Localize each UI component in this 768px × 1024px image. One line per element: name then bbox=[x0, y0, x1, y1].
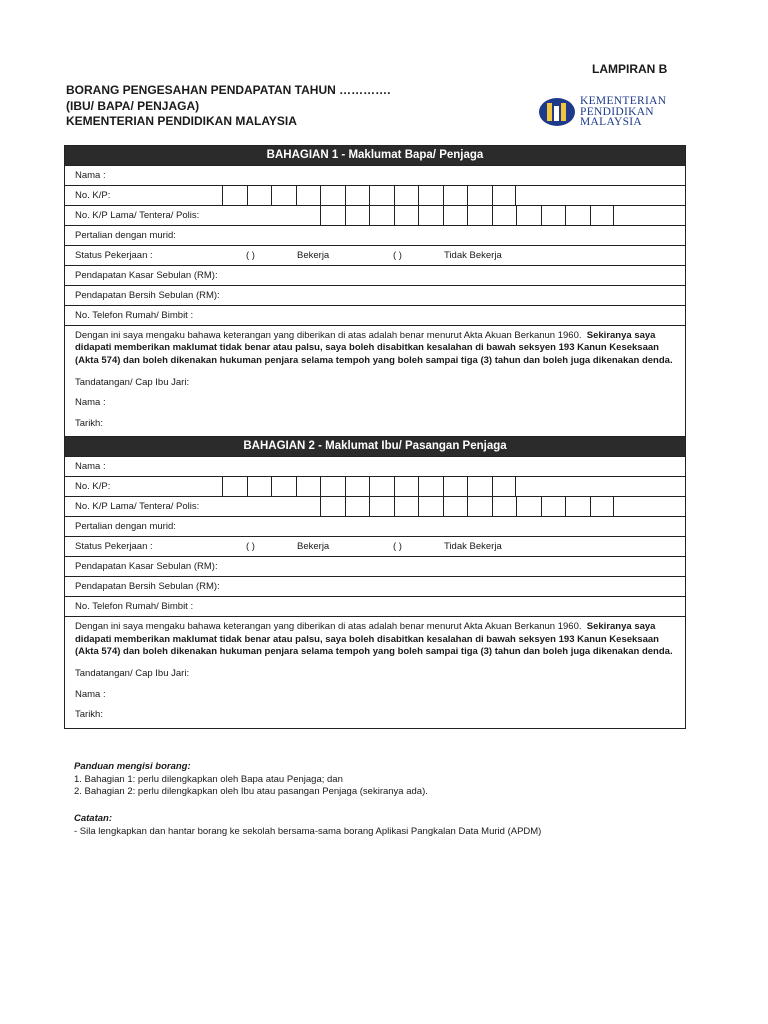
section2-header: BAHAGIAN 2 - Maklumat Ibu/ Pasangan Penjaga bbox=[65, 437, 685, 457]
s1-unemployed-checkbox[interactable]: ( ) bbox=[393, 250, 402, 261]
s1-date-label: Tarikh: bbox=[75, 417, 103, 429]
s2-name-field[interactable] bbox=[65, 457, 685, 477]
logo-line-3: MALAYSIA bbox=[580, 116, 643, 128]
s1-employed-label: Bekerja bbox=[297, 250, 330, 261]
s2-declaration bbox=[65, 617, 685, 727]
s1-declaration-bold: Sekiranya saya didapati memberikan maklumat tidak benar atau palsu, saya boleh disabitkan kesalahan di bawah seksyen 193 Kanun Keseksaan (Akta 574) dan boleh dikenakan hukuman penjara selama tempoh yang boleh sampai tiga (3) tahun dan boleh juga dikenakan denda. bbox=[75, 330, 673, 366]
notes-item-1: - Sila lengkapkan dan hantar borang ke sekolah bersama-sama borang Aplikasi Pangkalan Data Murid (APDM) bbox=[74, 825, 542, 837]
s1-gross-income-label: Pendapatan Kasar Sebulan (RM): bbox=[75, 270, 218, 281]
filling-guide bbox=[74, 761, 428, 799]
title-line-1: BORANG PENGESAHAN PENDAPATAN TAHUN …………. bbox=[66, 83, 391, 97]
s1-old-ic-boxes[interactable] bbox=[320, 206, 614, 225]
income-verification-form bbox=[64, 145, 686, 729]
notes bbox=[74, 813, 541, 838]
ministry-emblem-icon bbox=[539, 98, 575, 126]
guide-item-2: 2. Bahagian 2: perlu dilengkapkan oleh Ibu atau pasangan Penjaga (sekiranya ada). bbox=[74, 786, 428, 797]
s2-date-field[interactable] bbox=[75, 707, 677, 728]
s2-net-income-label: Pendapatan Bersih Sebulan (RM): bbox=[75, 581, 220, 593]
s1-relation-field[interactable] bbox=[65, 226, 685, 246]
s2-ic-field[interactable] bbox=[65, 477, 685, 497]
s2-relation-field[interactable] bbox=[65, 517, 685, 537]
s2-declaration-bold: Sekiranya saya didapati memberikan maklumat tidak benar atau palsu, saya boleh disabitkan kesalahan di bawah seksyen 193 Kanun Keseksaan (Akta 574) dan boleh dikenakan hukuman penjara selama tempoh yang boleh sampai tiga (3) tahun dan boleh juga dikenakan denda. bbox=[75, 621, 673, 657]
s1-declaration-text bbox=[75, 330, 677, 367]
s2-gross-income-label: Pendapatan Kasar Sebulan (RM): bbox=[75, 561, 218, 573]
s1-name-field[interactable] bbox=[65, 166, 685, 186]
s1-sig-name-field[interactable] bbox=[75, 395, 677, 416]
s1-name-label: Nama : bbox=[75, 170, 106, 181]
s2-ic-boxes[interactable] bbox=[222, 477, 516, 496]
s1-old-ic-field[interactable] bbox=[65, 206, 685, 226]
s2-old-ic-boxes[interactable] bbox=[320, 497, 614, 516]
s1-employed-checkbox[interactable]: ( ) bbox=[246, 250, 255, 261]
s2-declaration-text bbox=[75, 621, 677, 658]
s1-ic-field[interactable] bbox=[65, 186, 685, 206]
s2-signature-label: Tandatangan/ Cap Ibu Jari: bbox=[75, 668, 190, 680]
title-line-3: KEMENTERIAN PENDIDIKAN MALAYSIA bbox=[66, 114, 297, 128]
s1-ic-boxes[interactable] bbox=[222, 186, 516, 205]
s1-declaration bbox=[65, 326, 685, 437]
logo-line-2: PENDIDIKAN bbox=[580, 105, 654, 118]
logo-line-1: KEMENTERIAN bbox=[580, 95, 667, 107]
s1-net-income-label: Pendapatan Bersih Sebulan (RM): bbox=[75, 290, 220, 301]
s1-sig-name-label: Nama : bbox=[75, 397, 106, 409]
s2-unemployed-label: Tidak Bekerja bbox=[444, 541, 502, 553]
s2-old-ic-field[interactable] bbox=[65, 497, 685, 517]
s1-signature-label: Tandatangan/ Cap Ibu Jari: bbox=[75, 376, 190, 388]
section1-header: BAHAGIAN 1 - Maklumat Bapa/ Penjaga bbox=[65, 146, 685, 166]
s2-net-income-field[interactable] bbox=[65, 577, 685, 597]
s2-phone-label: No. Telefon Rumah/ Bimbit : bbox=[75, 601, 194, 613]
s1-unemployed-label: Tidak Bekerja bbox=[444, 250, 502, 261]
s2-employed-checkbox[interactable]: ( ) bbox=[246, 541, 255, 553]
s2-gross-income-field[interactable] bbox=[65, 557, 685, 577]
s1-date-field[interactable] bbox=[75, 416, 677, 437]
guide-item-1: 1. Bahagian 1: perlu dilengkapkan oleh Bapa atau Penjaga; dan bbox=[74, 773, 343, 785]
s2-signature-field[interactable] bbox=[75, 666, 677, 687]
title-line-2: (IBU/ BAPA/ PENJAGA) bbox=[66, 98, 200, 113]
s1-old-ic-label: No. K/P Lama/ Tentera/ Polis: bbox=[75, 210, 200, 221]
notes-heading: Catatan: bbox=[74, 813, 113, 824]
s1-phone-field[interactable] bbox=[65, 306, 685, 326]
attachment-label: LAMPIRAN B bbox=[592, 62, 668, 76]
s1-phone-label: No. Telefon Rumah/ Bimbit : bbox=[75, 310, 194, 321]
s1-employment-label: Status Pekerjaan : bbox=[75, 250, 153, 261]
s2-old-ic-label: No. K/P Lama/ Tentera/ Polis: bbox=[75, 501, 200, 513]
s2-date-label: Tarikh: bbox=[75, 709, 103, 721]
s1-gross-income-field[interactable] bbox=[65, 266, 685, 286]
s1-declaration-plain: Dengan ini saya mengaku bahawa keterangan yang diberikan di atas adalah benar menurut Akta Akuan Berkanun 1960. bbox=[75, 330, 582, 341]
s2-employed-label: Bekerja bbox=[297, 541, 330, 553]
logo-text bbox=[580, 96, 666, 128]
s2-name-label: Nama : bbox=[75, 461, 106, 473]
s2-sig-name-field[interactable] bbox=[75, 687, 677, 708]
s1-signature-field[interactable] bbox=[75, 375, 677, 396]
s2-sig-name-label: Nama : bbox=[75, 688, 106, 700]
s2-employment-label: Status Pekerjaan : bbox=[75, 541, 153, 553]
s1-employment-field bbox=[65, 246, 685, 266]
guide-heading: Panduan mengisi borang: bbox=[74, 761, 191, 772]
s1-ic-label: No. K/P: bbox=[75, 190, 111, 201]
s2-relation-label: Pertalian dengan murid: bbox=[75, 521, 176, 533]
s2-ic-label: No. K/P: bbox=[75, 481, 111, 493]
s2-unemployed-checkbox[interactable]: ( ) bbox=[393, 541, 402, 553]
s2-employment-field bbox=[65, 537, 685, 557]
s1-net-income-field[interactable] bbox=[65, 286, 685, 306]
s2-declaration-plain: Dengan ini saya mengaku bahawa keterangan yang diberikan di atas adalah benar menurut Akta Akuan Berkanun 1960. bbox=[75, 621, 582, 633]
form-title bbox=[66, 83, 390, 130]
ministry-logo bbox=[539, 96, 689, 130]
s2-phone-field[interactable] bbox=[65, 597, 685, 617]
s1-relation-label: Pertalian dengan murid: bbox=[75, 230, 176, 241]
